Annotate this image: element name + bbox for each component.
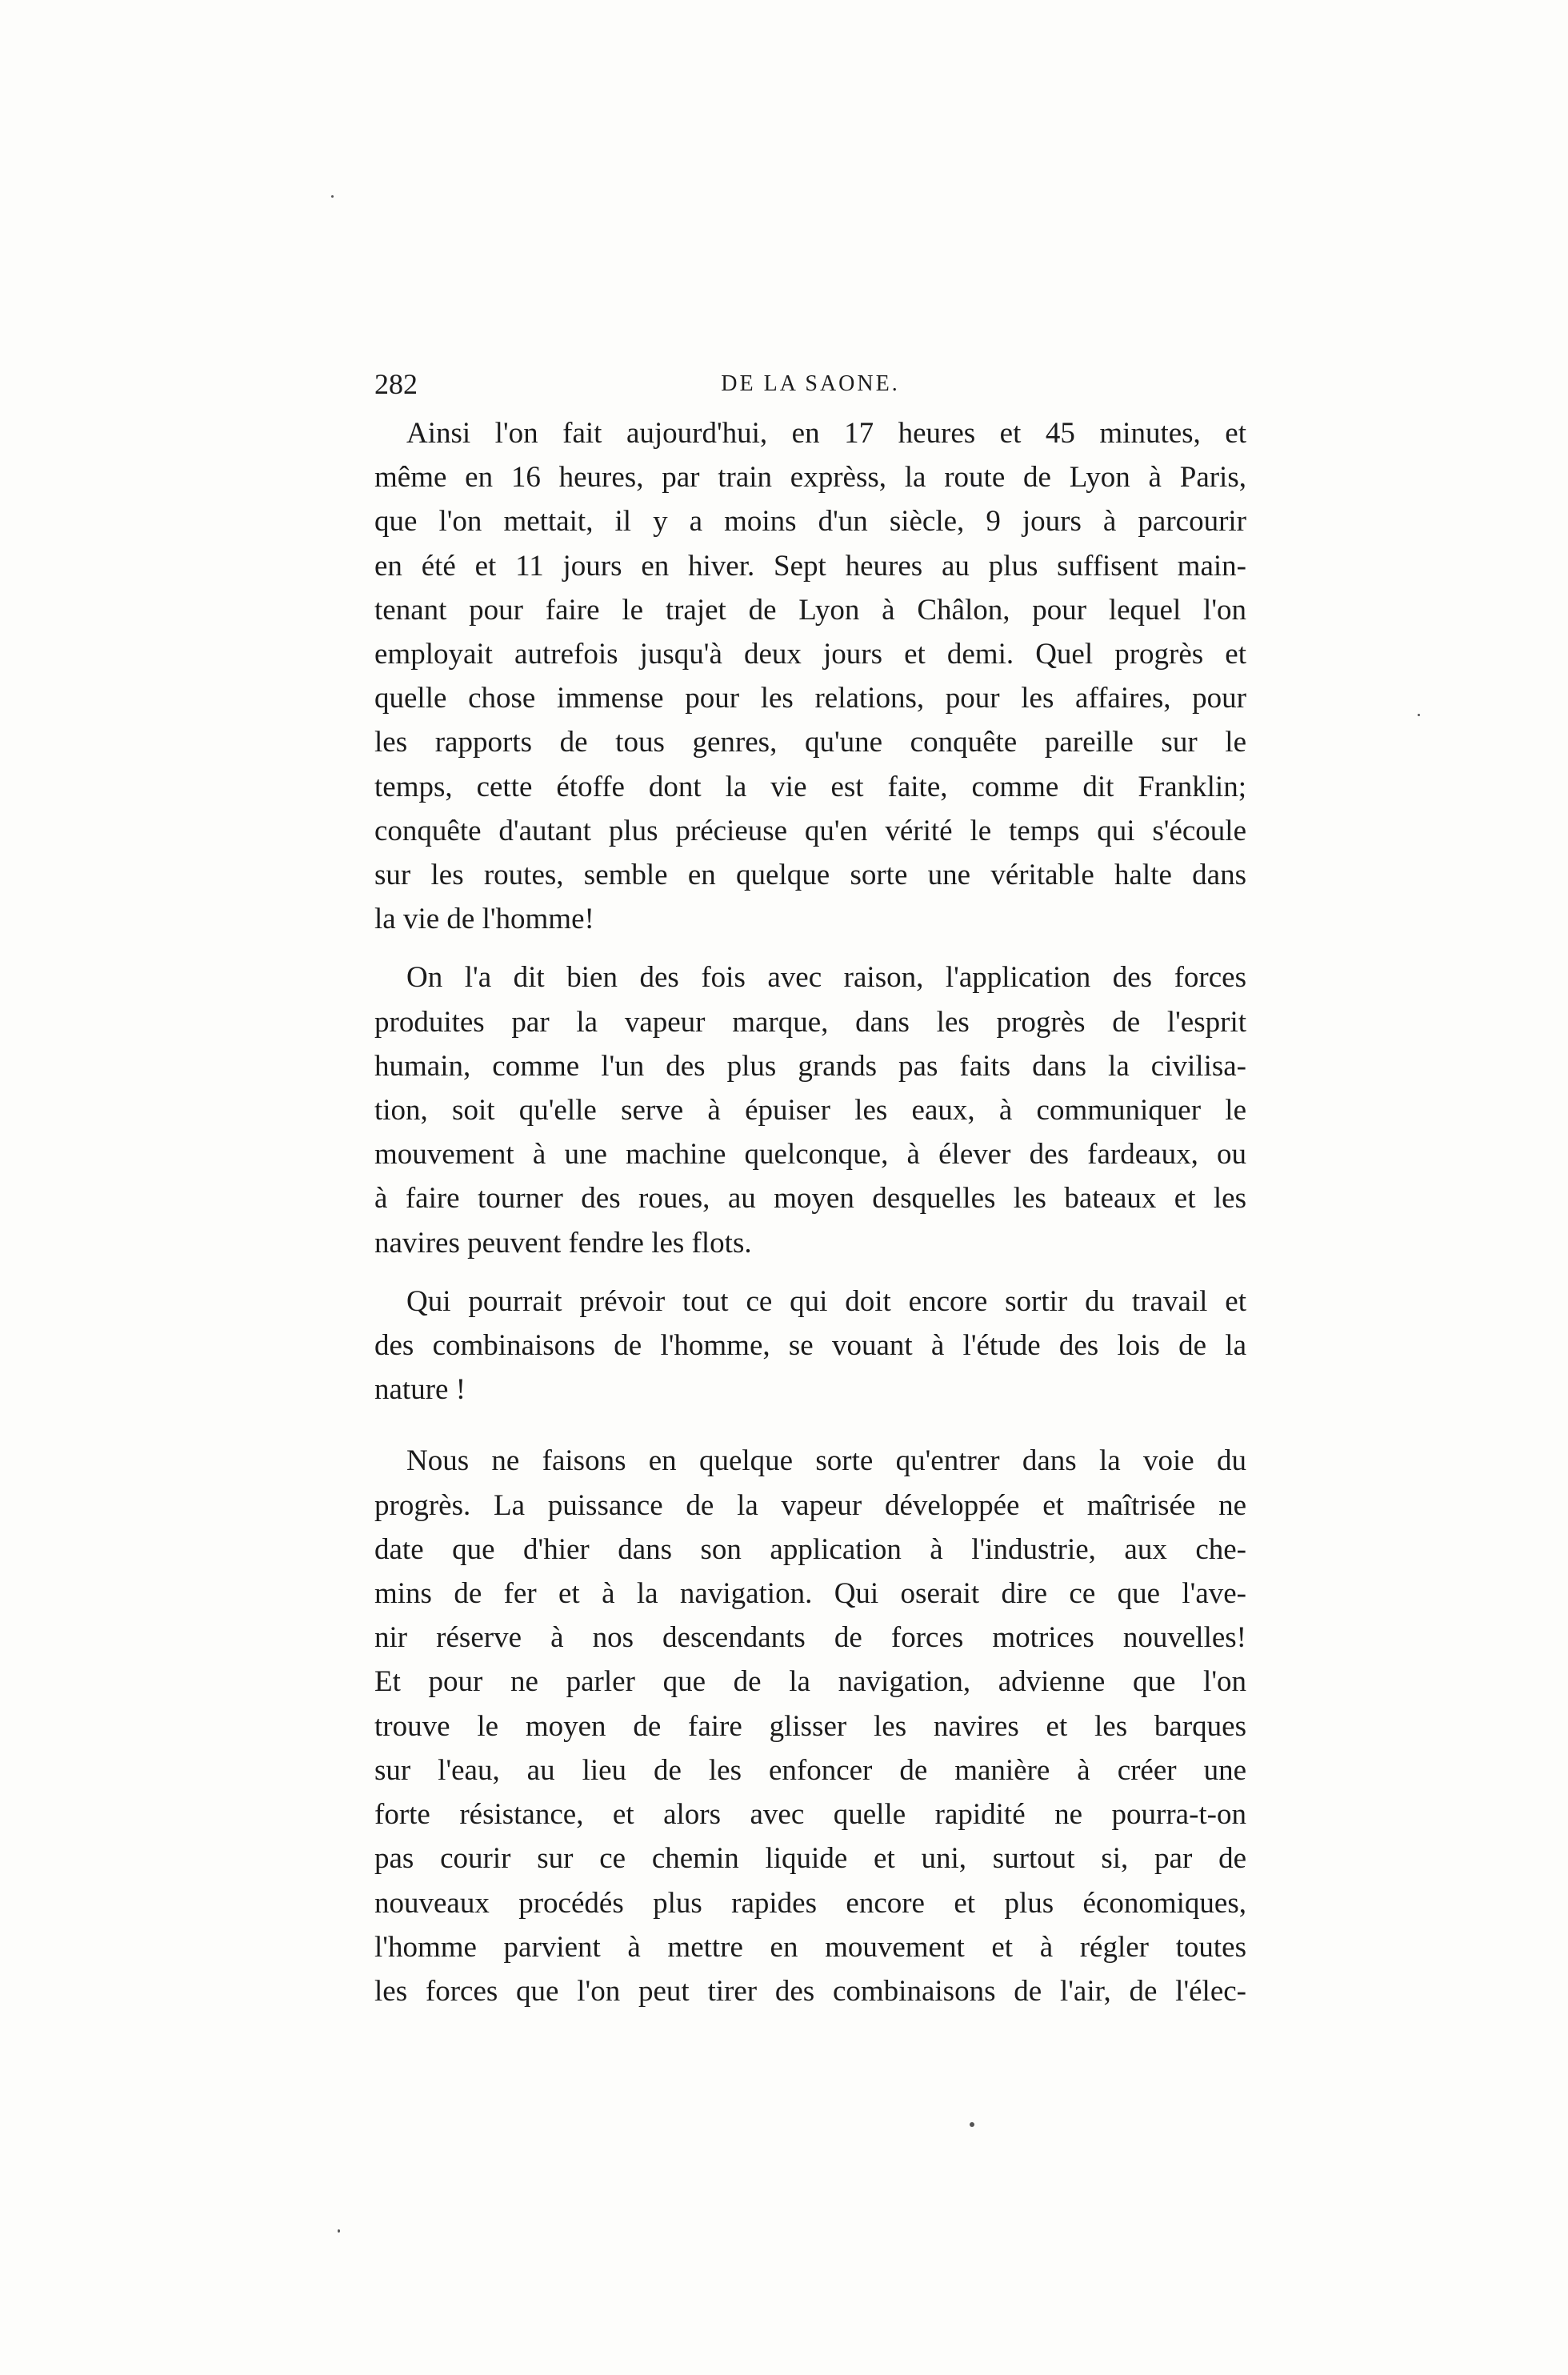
text-line: les rapports de tous genres, qu'une conquête pareille sur le bbox=[374, 726, 1246, 759]
text-line: nir réserve à nos descendants de forces motrices nouvelles! bbox=[374, 1621, 1246, 1655]
text-line: produites par la vapeur marque, dans les progrès de l'esprit bbox=[374, 1005, 1246, 1039]
paper-speck bbox=[338, 2229, 340, 2233]
paper-speck bbox=[970, 2122, 974, 2127]
text-line: en été et 11 jours en hiver. Sept heures au plus suffisent main- bbox=[374, 549, 1246, 583]
text-line: Ainsi l'on fait aujourd'hui, en 17 heures et 45 minutes, et bbox=[406, 417, 1246, 450]
text-line: progrès. La puissance de la vapeur développée et maîtrisée ne bbox=[374, 1488, 1246, 1522]
text-line: temps, cette étoffe dont la vie est faite, comme dit Franklin; bbox=[374, 770, 1246, 803]
text-line: les forces que l'on peut tirer des combinaisons de l'air, de l'élec- bbox=[374, 1974, 1246, 2008]
text-line: employait autrefois jusqu'à deux jours et demi. Quel progrès et bbox=[374, 638, 1246, 671]
text-line: forte résistance, et alors avec quelle rapidité ne pourra-t-on bbox=[374, 1798, 1246, 1832]
text-line: Nous ne faisons en quelque sorte qu'entrer dans la voie du bbox=[406, 1444, 1246, 1478]
paragraph-4 bbox=[374, 1439, 1246, 2013]
text-line: navires peuvent fendre les flots. bbox=[374, 1226, 752, 1260]
text-line: tion, soit qu'elle serve à épuiser les eaux, à communiquer le bbox=[374, 1094, 1246, 1127]
text-line: quelle chose immense pour les relations, pour les affaires, pour bbox=[374, 682, 1246, 715]
text-line: conquête d'autant plus précieuse qu'en vérité le temps qui s'écoule bbox=[374, 814, 1246, 847]
text-line: humain, comme l'un des plus grands pas faits dans la civilisa- bbox=[374, 1049, 1246, 1083]
text-line: Et pour ne parler que de la navigation, advienne que l'on bbox=[374, 1665, 1246, 1699]
text-line: On l'a dit bien des fois avec raison, l'application des forces bbox=[406, 961, 1246, 995]
text-line: à faire tourner des roues, au moyen desquelles les bateaux et les bbox=[374, 1182, 1246, 1216]
paragraph-1 bbox=[374, 411, 1246, 941]
page-number: 282 bbox=[374, 368, 418, 400]
running-title: DE LA SAONE. bbox=[721, 371, 900, 396]
text-line: date que d'hier dans son application à l'industrie, aux che- bbox=[374, 1532, 1246, 1566]
text-line: Qui pourrait prévoir tout ce qui doit encore sortir du travail et bbox=[406, 1284, 1246, 1318]
paper-speck bbox=[331, 195, 334, 198]
text-line: tenant pour faire le trajet de Lyon à Châlon, pour lequel l'on bbox=[374, 593, 1246, 627]
text-line: mouvement à une machine quelconque, à élever des fardeaux, ou bbox=[374, 1138, 1246, 1171]
text-line: mins de fer et à la navigation. Qui oserait dire ce que l'ave- bbox=[374, 1577, 1246, 1611]
text-line: sur les routes, semble en quelque sorte une véritable halte dans bbox=[374, 859, 1246, 892]
text-line: des combinaisons de l'homme, se vouant à l'étude des lois de la bbox=[374, 1329, 1246, 1363]
text-line: que l'on mettait, il y a moins d'un siècle, 9 jours à parcourir bbox=[374, 505, 1246, 539]
text-line: pas courir sur ce chemin liquide et uni, surtout si, par de bbox=[374, 1842, 1246, 1876]
paragraph-3 bbox=[374, 1280, 1246, 1412]
paragraph-2 bbox=[374, 955, 1246, 1264]
body-text bbox=[374, 411, 1246, 2013]
text-line: l'homme parvient à mettre en mouvement et à régler toutes bbox=[374, 1930, 1246, 1964]
page-header bbox=[374, 362, 1246, 407]
text-line: nouveaux procédés plus rapides encore et plus économiques, bbox=[374, 1886, 1246, 1920]
text-line: sur l'eau, au lieu de les enfoncer de manière à créer une bbox=[374, 1753, 1246, 1787]
paper-speck bbox=[1418, 714, 1420, 716]
text-line: nature ! bbox=[374, 1373, 466, 1407]
text-line: trouve le moyen de faire glisser les navires et les barques bbox=[374, 1709, 1246, 1743]
text-line: la vie de l'homme! bbox=[374, 903, 594, 936]
text-line: même en 16 heures, par train exprèss, la route de Lyon à Paris, bbox=[374, 461, 1246, 495]
